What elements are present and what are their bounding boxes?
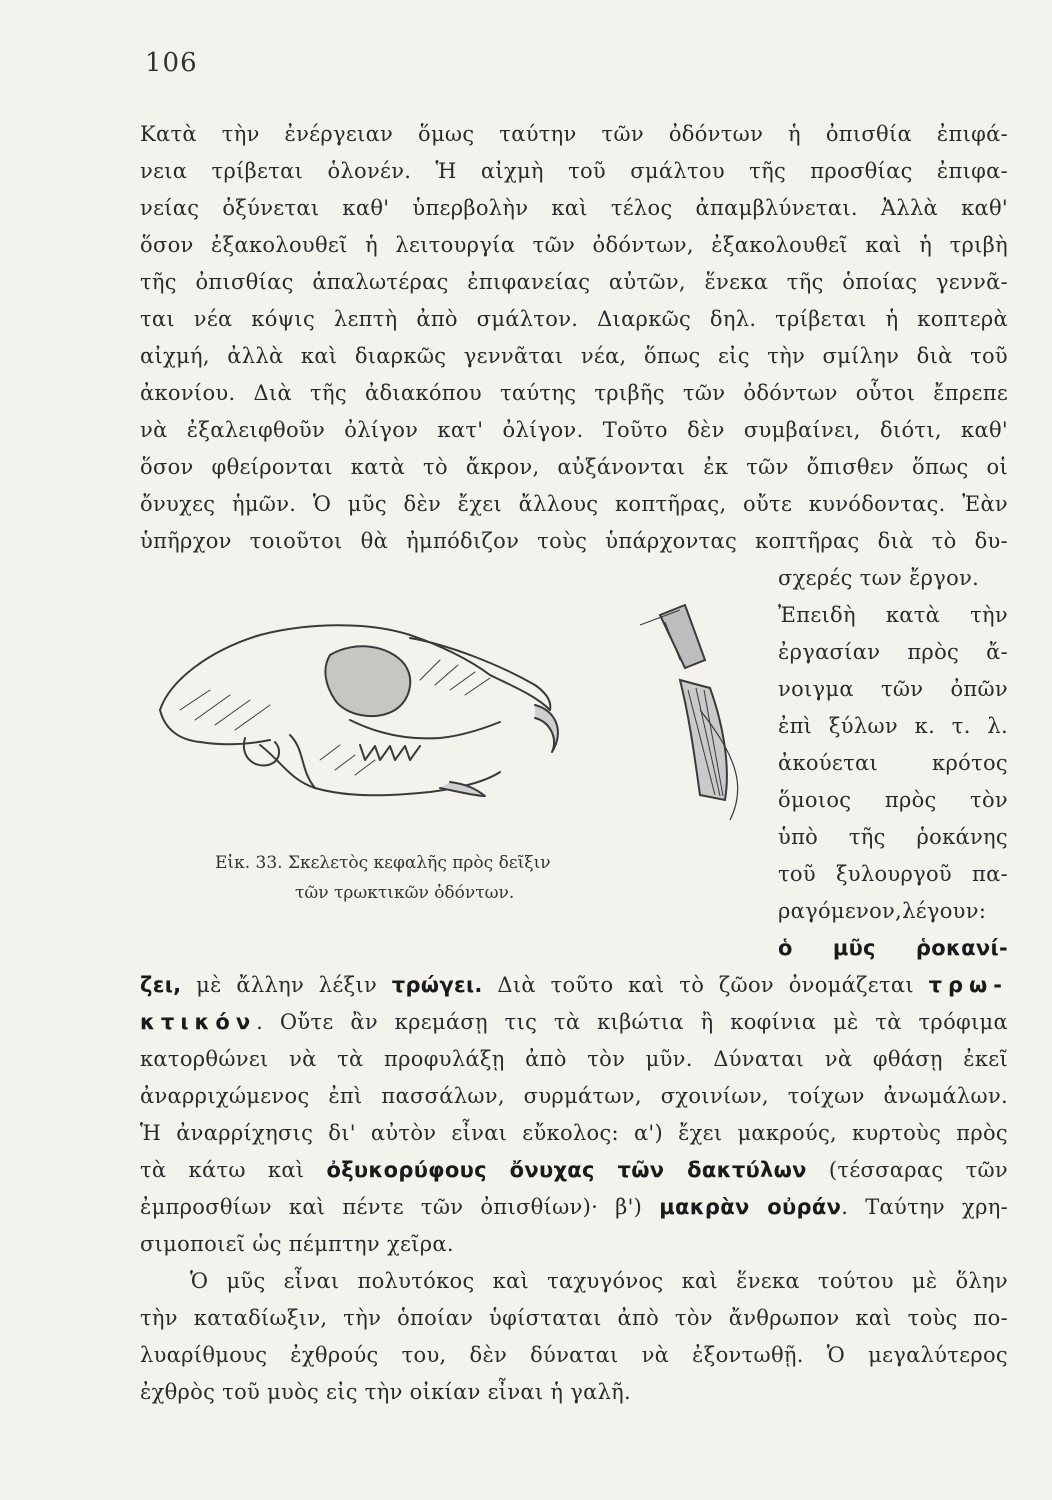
text-line: Κατὰ τὴν ἐνέργειαν ὅμως ταύτην τῶν ὀδόντων ἡ ὀπισθία ἐπιφά- [140, 122, 1008, 146]
text-line: κατορθώνει νὰ τὰ προφυλάξῃ ἀπὸ τὸν μῦν. Δύναται νὰ φθάσῃ ἐκεῖ [140, 1047, 1008, 1071]
page-number: 106 [145, 48, 198, 78]
text-line [140, 967, 1008, 1003]
text-line: νείας ὀξύνεται καθ' ὑπερβολὴν καὶ τέλος ἀπαμβλύνεται. Ἀλλὰ καθ' [140, 196, 1008, 220]
text-span: ἐμπροσθίων καὶ πέντε τῶν ὀπισθίων)· β') [140, 1195, 660, 1219]
figure-caption [215, 848, 551, 908]
text-span: τὰ κάτω καὶ [140, 1158, 327, 1182]
side-text-line: ραγόμενον,λέγουν: [778, 899, 987, 923]
text-line: τὴν καταδίωξιν, τὴν ὁποίαν ὑφίσταται ἀπὸ τὸν ἄνθρωπον καὶ τοὺς πο- [140, 1306, 1008, 1330]
text-line: ἀναρριχώμενος ἐπὶ πασσάλων, συρμάτων, σχοινίων, τοίχων ἀνωμάλων. [140, 1084, 1008, 1108]
side-text-line-bold: ὁ μῦς ῥοκανί- [778, 936, 1008, 960]
text-line: σιμοποιεῖ ὡς πέμπτην χεῖρα. [140, 1232, 454, 1256]
text-line: Ὁ μῦς εἶναι πολυτόκος καὶ ταχυγόνος καὶ ἕνεκα τούτου μὲ ὅλην [190, 1269, 1008, 1293]
side-text-line: ἐπὶ ξύλων κ. τ. λ. [778, 714, 1008, 738]
side-text-line: Ἐπειδὴ κατὰ τὴν [778, 603, 1008, 627]
bold-phrase: ὀξυκορύφους ὄνυχας τῶν δακτύλων [326, 1158, 807, 1182]
text-line [140, 1189, 1008, 1225]
bold-word: ζει, [140, 973, 182, 997]
text-line: Ἡ ἀναρρίχησις δι' αὐτὸν εἶναι εὔκολος: α') ἔχει μακρούς, κυρτοὺς πρὸς [140, 1121, 1008, 1145]
text-line: ὅσον ἐξακολουθεῖ ἡ λειτουργία τῶν ὀδόντων, ἐξακολουθεῖ καὶ ἡ τριβὴ [140, 233, 1008, 257]
text-span: . Ταύτην χρη- [841, 1195, 1008, 1219]
side-text-line: νοιγμα τῶν ὀπῶν [778, 677, 1008, 701]
text-span: (τέσσαρας τῶν [806, 1158, 1008, 1182]
skull-illustration [140, 560, 740, 850]
text-line: νὰ ἐξαλειφθοῦν ὀλίγον κατ' ὀλίγον. Τοῦτο δὲν συμβαίνει, διότι, καθ' [140, 418, 1008, 442]
text-span: Διὰ τοῦτο καὶ τὸ ζῶον ὀνομάζεται [482, 973, 929, 997]
text-line: ται νέα κόψις λεπτὴ ἀπὸ σμάλτον. Διαρκῶς δηλ. τρίβεται ἡ κοπτερὰ [140, 307, 1008, 331]
text-line: ὅσον φθείρονται κατὰ τὸ ἄκρον, αὐξάνονται ἐκ τῶν ὄπισθεν ὅπως οἱ [140, 455, 1008, 479]
text-line: τῆς ὀπισθίας ἁπαλωτέρας ἐπιφανείας αὐτῶν, ἕνεκα τῆς ὁποίας γεννᾶ- [140, 270, 1008, 294]
caption-line-1: Εἰκ. 33. Σκελετὸς κεφαλῆς πρὸς δεῖξιν [215, 853, 551, 873]
text-line: ἐχθρὸς τοῦ μυὸς εἰς τὴν οἰκίαν εἶναι ἡ γαλῆ. [140, 1380, 632, 1404]
text-line [140, 1004, 1008, 1040]
caption-line-2: τῶν τρωκτικῶν ὀδόντων. [295, 883, 515, 903]
text-line: αἰχμή, ἀλλὰ καὶ διαρκῶς γεννᾶται νέα, ὅπως εἰς τὴν σμίλην διὰ τοῦ [140, 344, 1008, 368]
text-line: ὑπῆρχον τοιοῦτοι θὰ ἠμπόδιζον τοὺς ὑπάρχοντας κοπτῆρας διὰ τὸ δυ- [140, 529, 1008, 553]
text-line [140, 1152, 1008, 1188]
side-text-line: ὑπὸ τῆς ῥοκάνης [778, 825, 1008, 849]
bold-word: τρώγει. [391, 973, 483, 997]
text-line: ἀκονίου. Διὰ τῆς ἀδιακόπου ταύτης τριβῆς τῶν ὀδόντων οὗτοι ἔπρεπε [140, 381, 1008, 405]
side-text-line: σχερές των ἔργον. [778, 566, 980, 590]
spaced-bold-word: κτικόν [140, 1010, 257, 1034]
skull-figure [140, 560, 740, 860]
text-span: . Οὔτε ἂν κρεμάσῃ τις τὰ κιβώτια ἢ κοφίνια μὲ τὰ τρόφιμα [256, 1010, 1008, 1034]
text-line: νεια τρίβεται ὁλονέν. Ἡ αἰχμὴ τοῦ σμάλτου τῆς προσθίας ἐπιφα- [140, 159, 1008, 183]
text-line: λυαρίθμους ἐχθρούς του, δὲν δύναται νὰ ἐξοντωθῇ. Ὁ μεγαλύτερος [140, 1343, 1008, 1367]
side-text-line: ὅμοιος πρὸς τὸν [778, 788, 1008, 812]
side-text-line: ἀκούεται κρότος [778, 751, 1008, 775]
side-text-line: τοῦ ξυλουργοῦ πα- [778, 862, 1008, 886]
spaced-bold-word: τρω- [928, 973, 1009, 997]
bold-phrase: μακρὰν οὐράν [659, 1195, 842, 1219]
text-line: ὄνυχες ἡμῶν. Ὁ μῦς δὲν ἔχει ἄλλους κοπτῆρας, οὔτε κυνόδοντας. Ἐὰν [140, 492, 1008, 516]
side-text-line: ἐργασίαν πρὸς ἄ- [778, 640, 1008, 664]
text-span: μὲ ἄλλην λέξιν [181, 973, 392, 997]
